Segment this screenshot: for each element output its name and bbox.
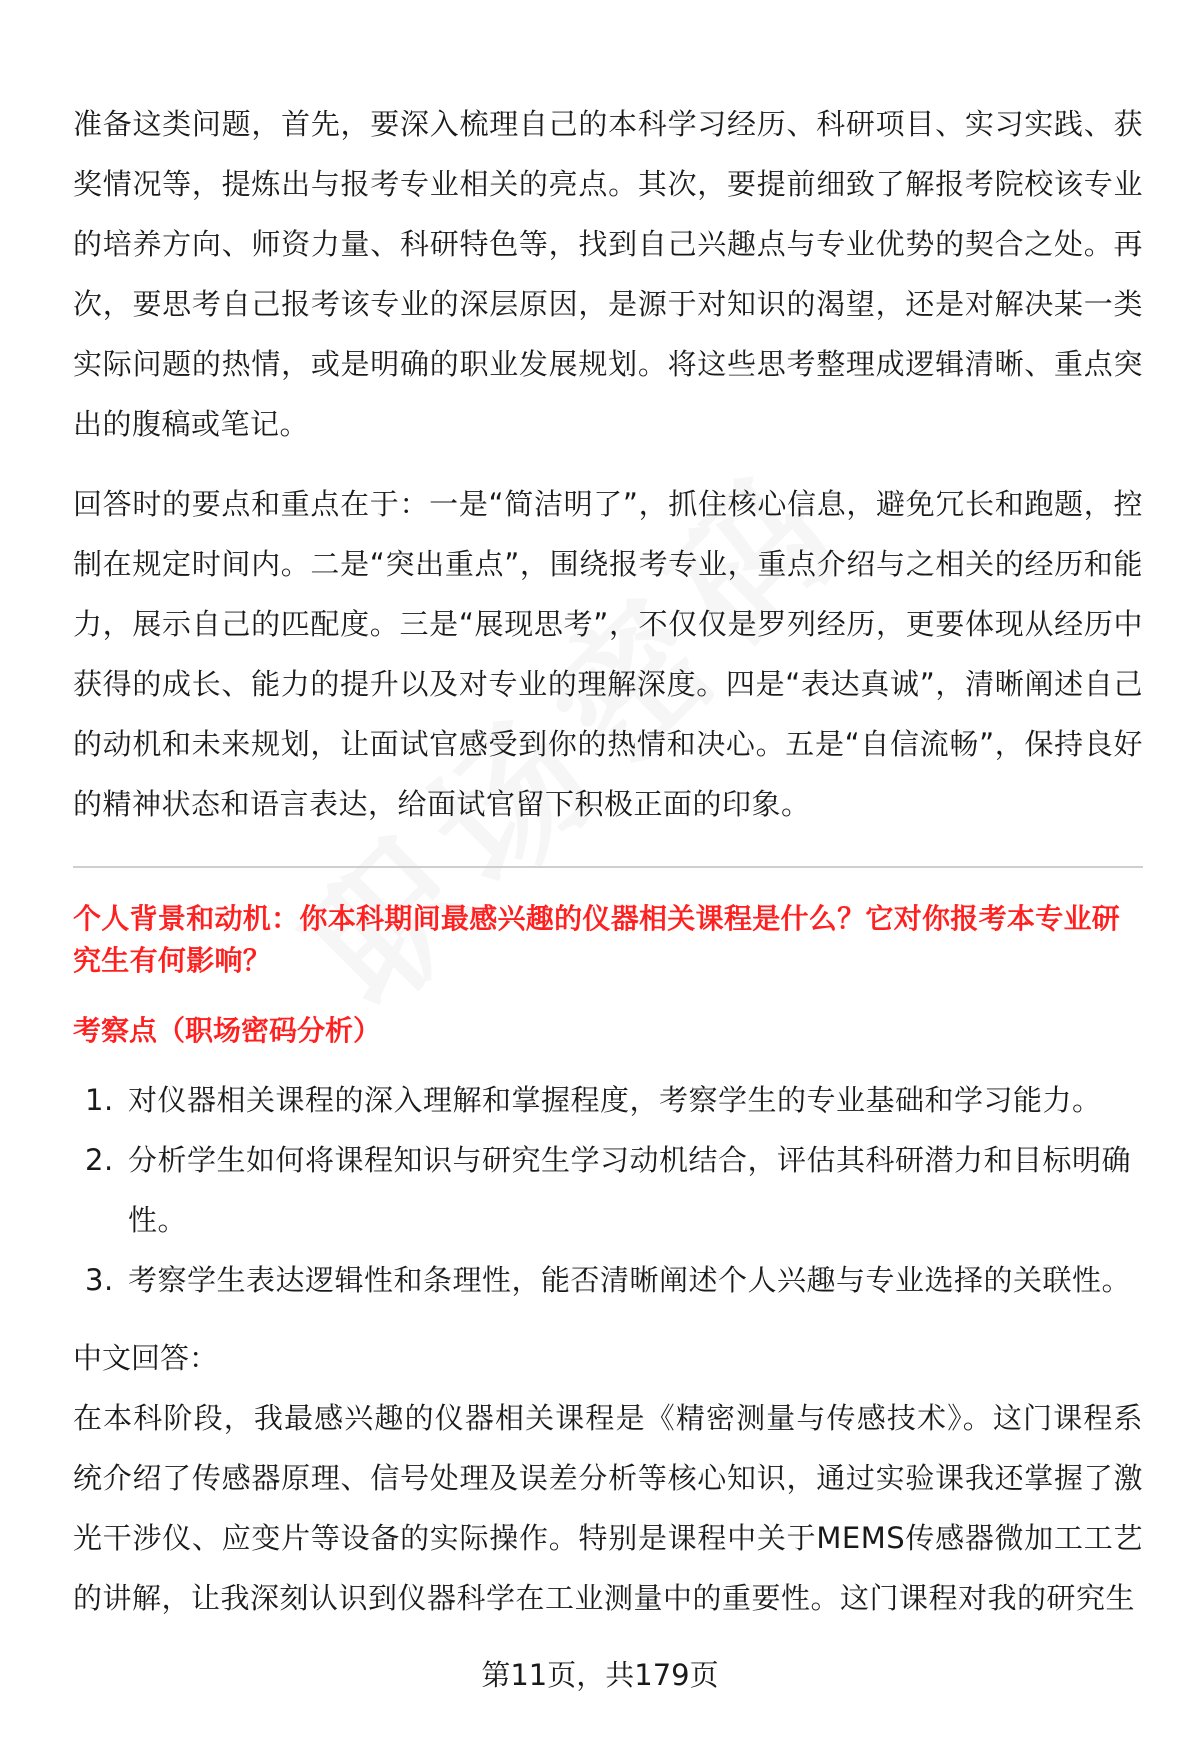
section-divider <box>73 866 1143 868</box>
answer-text: 在本科阶段，我最感兴趣的仪器相关课程是《精密测量与传感技术》。这门课程系统介绍了传感器原理、信号处理及误差分析等核心知识，通过实验课我还掌握了激光干涉仪、应变片等设备的实际操作。特别是课程中关于MEMS传感器微加工工艺的讲解，让我深刻认识到仪器科学在工业测量中的重要性。这门课程对我的研究生 <box>73 1401 1143 1615</box>
page-content <box>73 94 1143 1628</box>
page-number-footer: 第11页，共179页 <box>481 1658 719 1692</box>
interview-question: 个人背景和动机：你本科期间最感兴趣的仪器相关课程是什么？它对你报考本专业研究生有何影响？ <box>73 902 1121 977</box>
list-item-text: 分析学生如何将课程知识与研究生学习动机结合，评估其科研潜力和目标明确性。 <box>128 1143 1132 1237</box>
list-item-text: 对仪器相关课程的深入理解和掌握程度，考察学生的专业基础和学习能力。 <box>128 1083 1102 1117</box>
list-number: 1. <box>85 1083 114 1117</box>
list-item-text: 考察学生表达逻辑性和条理性，能否清晰阐述个人兴趣与专业选择的关联性。 <box>128 1263 1132 1297</box>
list-number: 3. <box>85 1263 114 1297</box>
answer-label: 中文回答： <box>73 1341 219 1375</box>
paragraph-key-points: 回答时的要点和重点在于：一是“简洁明了”，抓住核心信息，避免冗长和跑题，控制在规定时间内。二是“突出重点”，围绕报考专业，重点介绍与之相关的经历和能力，展示自己的匹配度。三是“展现思考”，不仅仅是罗列经历，更要体现从经历中获得的成长、能力的提升以及对专业的理解深度。四是“表达真诚”，清晰阐述自己的动机和未来规划，让面试官感受到你的热情和决心。五是“自信流畅”，保持良好的精神状态和语言表达，给面试官留下积极正面的印象。 <box>73 487 1143 821</box>
list-item <box>73 1250 1143 1310</box>
assessment-points-list <box>73 1070 1143 1310</box>
list-number: 2. <box>85 1143 114 1177</box>
list-item <box>73 1130 1143 1250</box>
paragraph-preparation: 准备这类问题，首先，要深入梳理自己的本科学习经历、科研项目、实习实践、获奖情况等，提炼出与报考专业相关的亮点。其次，要提前细致了解报考院校该专业的培养方向、师资力量、科研特色等，找到自己兴趣点与专业优势的契合之处。再次，要思考自己报考该专业的深层原因，是源于对知识的渴望，还是对解决某一类实际问题的热情，或是明确的职业发展规划。将这些思考整理成逻辑清晰、重点突出的腹稿或笔记。 <box>73 107 1143 441</box>
assessment-section-title: 考察点（职场密码分析） <box>73 1014 382 1047</box>
list-item <box>73 1070 1143 1130</box>
